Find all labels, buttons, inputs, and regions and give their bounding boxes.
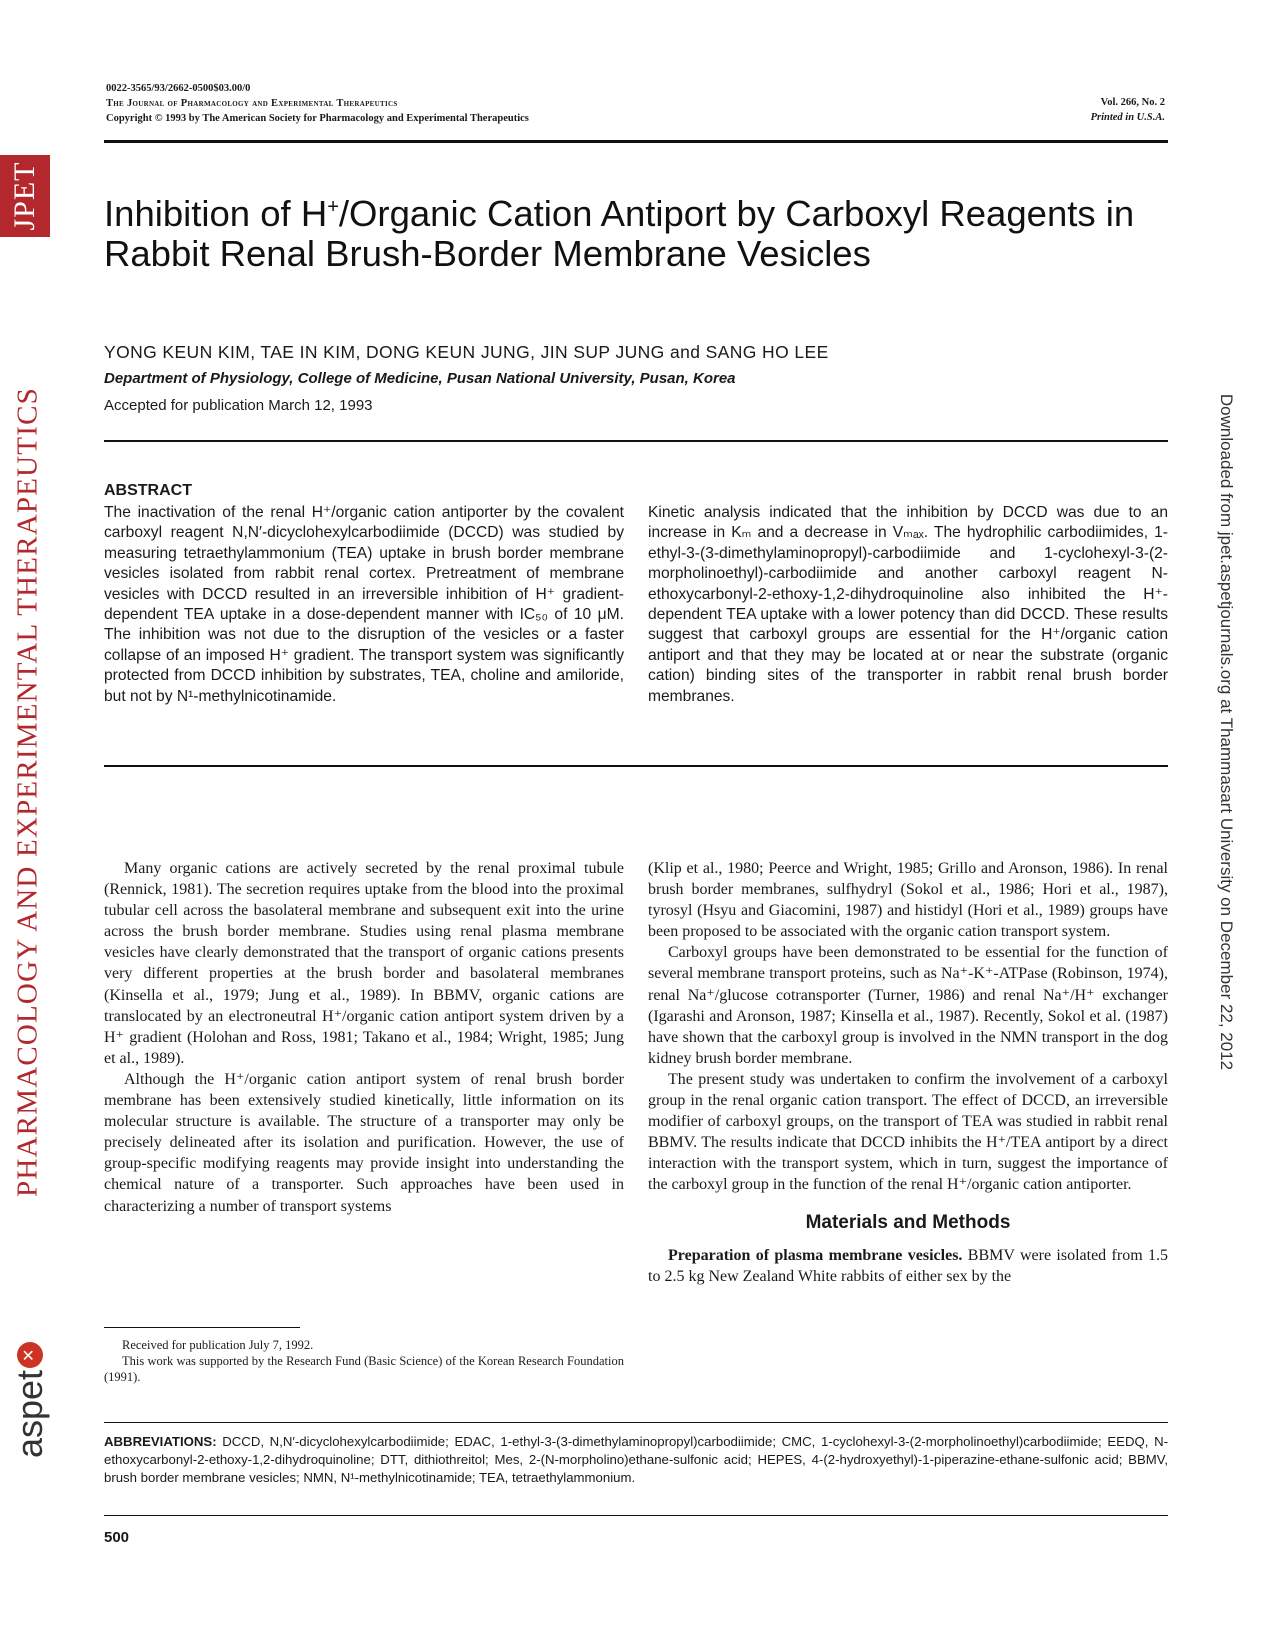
article-code: 0022-3565/93/2662-0500$03.00/0 <box>106 83 251 94</box>
volume-number: Vol. 266, No. 2 <box>1100 97 1165 108</box>
methods-paragraph <box>648 1245 1168 1287</box>
article-title <box>104 187 1194 274</box>
journal-name-vertical: PHARMACOLOGY AND EXPERIMENTAL THERAPEUTICS <box>11 387 44 1197</box>
body-paragraph: Although the H⁺/organic cation antiport system of renal brush border membrane has been extensively studied kinetically, little information on its molecular structure is available. The structure of a transporter may only be precisely delineated after its isolation and purification. However, the use of group-specific modifying reagents may provide insight into understanding the chemical nature of a transporter. Such approaches have been used in characterizing a number of transport systems <box>104 1070 624 1215</box>
abstract-left-column: The inactivation of the renal H⁺/organic cation antiporter by the covalent carboxyl reagent N,N′-dicyclohexylcarbodiimide (DCCD) was studied by measuring tetraethylammonium (TEA) uptake in brush border membrane vesicles isolated from rabbit renal cortex. Pretreatment of membrane vesicles with DCCD resulted in an irreversible inhibition of H⁺ gradient-dependent TEA uptake in a dose-dependent manner with IC₅₀ of 10 μM. The inhibition was not due to the disruption of the vesicles or a faster collapse of an imposed H⁺ gradient. The transport system was significantly protected from DCCD inhibition by substrates, TEA, choline and amiloride, but not by N¹-methylnicotinamide. <box>104 504 624 705</box>
body-paragraph: Carboxyl groups have been demonstrated to be essential for the function of several membrane transport proteins, such as Na⁺-K⁺-ATPase (Robinson, 1974), renal Na⁺/glucose cotransporter (Turner, 1986) and renal Na⁺/H⁺ exchanger (Igarashi and Aronson, 1987; Kinsella et al., 1987). Recently, Sokol et al. (1987) have shown that the carboxyl group is involved in the NMN transport in the dog kidney brush border membrane. <box>648 944 1168 1067</box>
page-number: 500 <box>104 1529 130 1546</box>
title-part-1: Inhibition of H <box>104 193 328 235</box>
copyright-line: Copyright © 1993 by The American Society for Pharmacology and Experimental Therapeutics <box>106 113 529 124</box>
footnote-funding: This work was supported by the Research Fund (Basic Science) of the Korean Research Foundation (1991). <box>104 1354 624 1384</box>
jpet-badge-text: JPET <box>8 161 41 231</box>
abbreviations <box>104 1433 1168 1487</box>
volume-info <box>1091 95 1165 125</box>
abstract-bottom-rule <box>104 765 1168 767</box>
aspet-logo-text: aspet <box>9 1369 50 1459</box>
aspet-logo-icon <box>17 1342 43 1368</box>
section-heading-methods: Materials and Methods <box>805 1211 1011 1233</box>
abbreviations-top-rule <box>104 1422 1168 1423</box>
body-left-column <box>104 858 624 1217</box>
methods-text: BBMV were isolated from 1.5 to 2.5 kg New Zealand White rabbits of either sex by the <box>648 1246 1168 1285</box>
accepted-date: Accepted for publication March 12, 1993 <box>104 397 373 414</box>
body-paragraph: The present study was undertaken to confirm the involvement of a carboxyl group in the renal organic cation transport. The effect of DCCD, an irreversible modifier of carboxyl groups, on the transport of TEA was studied in rabbit renal BBMV. The results indicate that DCCD inhibits the H⁺/TEA antiport by a direct interaction with the transport system, which in turn, suggest the importance of the carboxyl group in the function of the renal H⁺/organic cation antiporter. <box>648 1070 1168 1194</box>
body-right-column <box>648 858 1168 1287</box>
author-list: YONG KEUN KIM, TAE IN KIM, DONG KEUN JUNG, JIN SUP JUNG and SANG HO LEE <box>104 342 829 362</box>
body-paragraph: Many organic cations are actively secreted by the renal proximal tubule (Rennick, 1981). The secretion requires uptake from the blood into the proximal tubular cell across the basolateral membrane and subsequent exit into the urine across the brush border membrane. Studies using renal plasma membrane vesicles have clearly demonstrated that the transport of organic cations presents very different properties at the brush border and basolateral membranes (Kinsella et al., 1979; Jung et al., 1989). In BBMV, organic cations are translocated by an electroneutral H⁺/organic cation antiport system driven by a H⁺ gradient (Holohan and Ross, 1981; Takano et al., 1984; Wright, 1985; Jung et al., 1989). <box>104 860 624 1067</box>
jpet-badge <box>0 155 50 237</box>
journal-side-banner <box>0 0 60 1651</box>
footnote-rule <box>104 1327 300 1328</box>
title-line-2: Rabbit Renal Brush-Border Membrane Vesicles <box>104 233 871 275</box>
journal-header <box>106 81 529 126</box>
methods-run-in-heading: Preparation of plasma membrane vesicles. <box>668 1246 963 1264</box>
footnotes <box>104 1337 624 1385</box>
title-superscript: + <box>327 196 339 218</box>
download-watermark: Downloaded from jpet.aspetjournals.org at Thammasart University on December 22, 2012 <box>1217 393 1236 1071</box>
abstract-heading: ABSTRACT <box>104 482 192 499</box>
abbreviations-label: ABBREVIATIONS: <box>104 1434 217 1449</box>
printed-in: Printed in U.S.A. <box>1090 112 1165 123</box>
aspet-logo <box>9 1342 51 1458</box>
affiliation: Department of Physiology, College of Medicine, Pusan National University, Pusan, Korea <box>104 370 736 387</box>
abstract-top-rule <box>104 440 1168 442</box>
title-part-2: /Organic Cation Antiport by Carboxyl Reagents in <box>338 193 1135 235</box>
abbreviations-bottom-rule <box>104 1515 1168 1516</box>
journal-title-header: The Journal of Pharmacology and Experimental Therapeutics <box>106 98 398 109</box>
abstract-right-column: Kinetic analysis indicated that the inhibition by DCCD was due to an increase in Kₘ and a decrease in Vₘₐₓ. The hydrophilic carbodiimides, 1-ethyl-3-(3-dimethylaminopropyl)-carbodiimide and 1-cyclohexyl-3-(2-morpholinoethyl)-carbodiimide and another carboxyl reagent N-ethoxycarbonyl-2-ethoxy-1,2-dihydroquinoline also inhibited the H⁺-dependent TEA uptake with a lower potency than did DCCD. These results suggest that carboxyl groups are essential for the H⁺/organic cation antiport and that they may be located at or near the substrate (organic cation) binding sites of the transporter in rabbit renal brush border membranes. <box>648 504 1168 705</box>
body-paragraph: (Klip et al., 1980; Peerce and Wright, 1985; Grillo and Aronson, 1986). In renal brush border membranes, sulfhydryl (Sokol et al., 1986; Hori et al., 1987), tyrosyl (Hsyu and Giacomini, 1987) and histidyl (Hori et al., 1989) groups have been proposed to be associated with the organic cation transport system. <box>648 860 1168 941</box>
header-rule <box>104 140 1168 143</box>
abbreviations-text: DCCD, N,N′-dicyclohexylcarbodiimide; EDAC, 1-ethyl-3-(3-dimethylaminopropyl)carbodiimide; CMC, 1-cyclohexyl-3-(2-morpholinoethyl)carbodiimide; EEDQ, N-ethoxycarbonyl-2-ethoxy-1,2-dihydroquinoline; DTT, dithiothreitol; Mes, 2-(N-morpholino)ethane-sulfonic acid; HEPES, 4-(2-hydroxyethyl)-1-piperazine-ethane-sulfonic acid; BBMV, brush border membrane vesicles; NMN, N¹-methylnicotinamide; TEA, tetraethylammonium. <box>104 1434 1168 1485</box>
footnote-received: Received for publication July 7, 1992. <box>122 1338 314 1352</box>
